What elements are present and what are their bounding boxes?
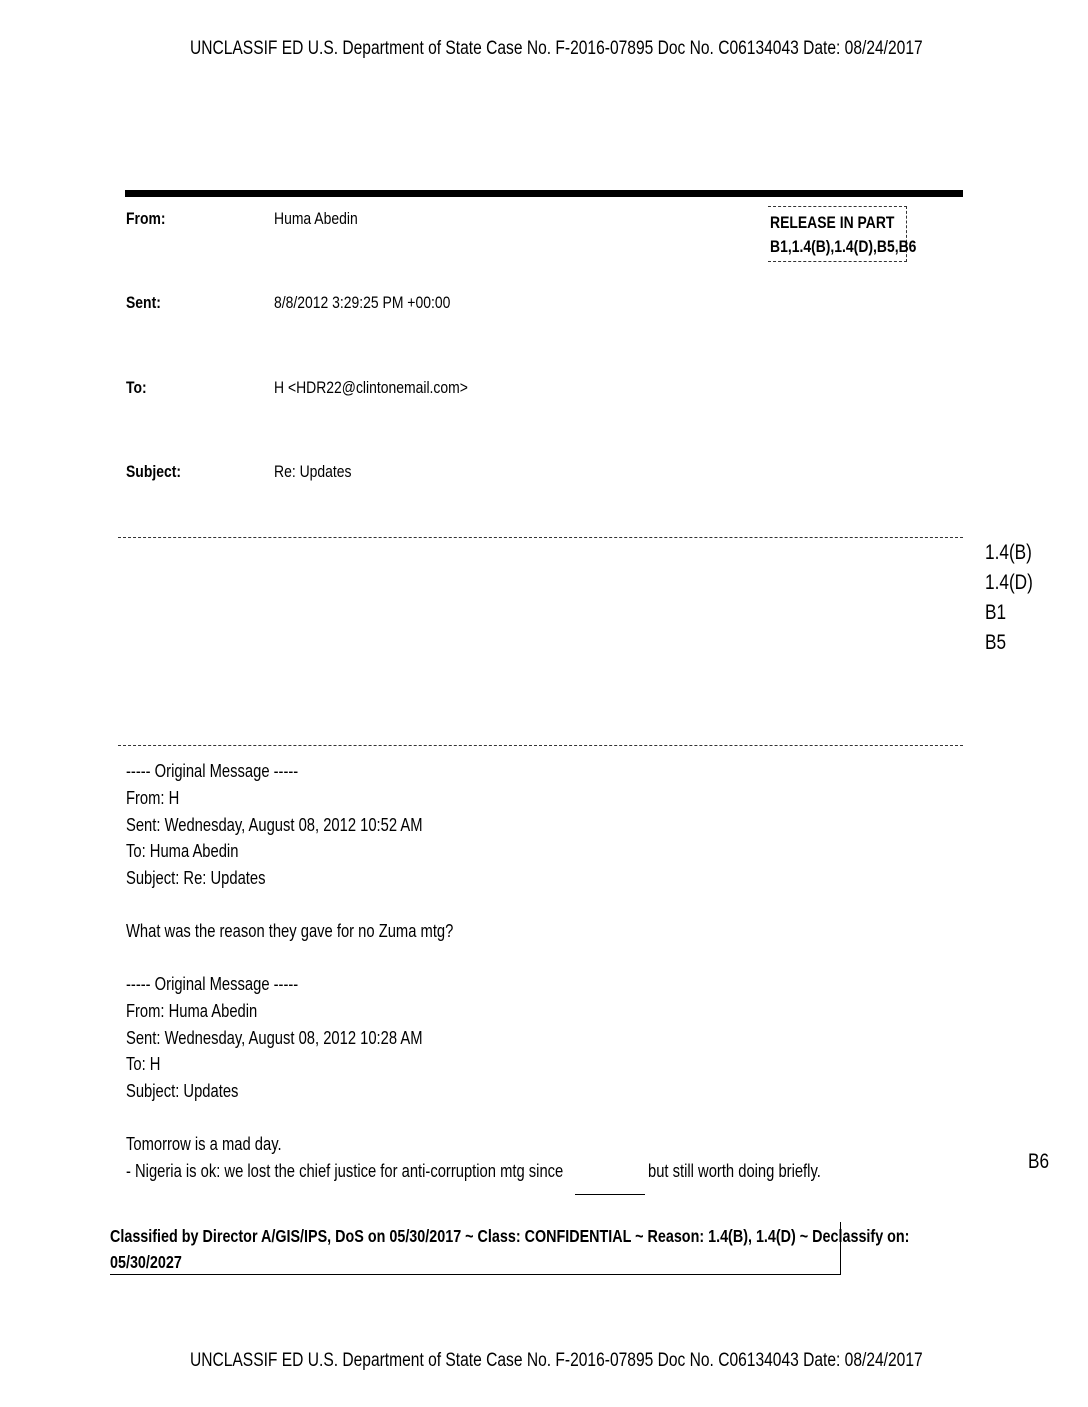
body-line: To: H [126, 1054, 161, 1074]
body-line: ----- Original Message ----- [126, 974, 299, 994]
redaction-bottom-border [118, 745, 963, 746]
to-label: To: [126, 378, 147, 397]
body-line: ----- Original Message ----- [126, 761, 299, 781]
redaction-top-border [118, 537, 963, 538]
redaction-underline [575, 1194, 645, 1195]
body-line: Sent: Wednesday, August 08, 2012 10:52 AM [126, 815, 423, 835]
subject-value: Re: Updates [274, 462, 352, 481]
footer-banner: UNCLASSIF ED U.S. Department of State Case No. F-2016-07895 Doc No. C06134043 Date: 08/24/2017 [190, 1350, 923, 1371]
stamp-line2: B1,1.4(B),1.4(D),B5,B6 [770, 237, 917, 256]
body-line: Subject: Re: Updates [126, 868, 266, 888]
header-banner: UNCLASSIF ED U.S. Department of State Case No. F-2016-07895 Doc No. C06134043 Date: 08/24/2017 [190, 38, 923, 59]
sent-label: Sent: [126, 293, 161, 312]
body-line: Tomorrow is a mad day. [126, 1134, 282, 1154]
body-line: From: Huma Abedin [126, 1001, 258, 1021]
body-line: To: Huma Abedin [126, 841, 239, 861]
body-line: Sent: Wednesday, August 08, 2012 10:28 AM [126, 1028, 423, 1048]
top-rule [125, 190, 963, 197]
body-line: What was the reason they gave for no Zuma mtg? [126, 921, 454, 941]
release-stamp [768, 206, 917, 262]
classification-line1: Classified by Director A/GIS/IPS, DoS on 05/30/2017 ~ Class: CONFIDENTIAL ~ Reason: 1.4(B), 1.4(D) ~ Declassify on: [110, 1226, 910, 1246]
body-line: Subject: Updates [126, 1081, 239, 1101]
from-value: Huma Abedin [274, 209, 358, 228]
b6-code: B6 [1028, 1150, 1050, 1173]
body-line-after-redaction: but still worth doing briefly. [648, 1161, 821, 1181]
sent-value: 8/8/2012 3:29:25 PM +00:00 [274, 293, 451, 312]
body-line-before-redaction: - Nigeria is ok: we lost the chief justice for anti-corruption mtg since [126, 1161, 564, 1181]
redaction-code: 1.4(D) [985, 571, 1033, 594]
redaction-code: B1 [985, 601, 1007, 624]
subject-label: Subject: [126, 462, 181, 481]
stamp-line1: RELEASE IN PART [770, 213, 895, 232]
redaction-code: B5 [985, 631, 1007, 654]
to-value: H <HDR22@clintonemail.com> [274, 378, 468, 397]
classification-line2: 05/30/2027 [110, 1252, 182, 1272]
classification-bottom-border [110, 1274, 841, 1275]
from-label: From: [126, 209, 166, 228]
redaction-code: 1.4(B) [985, 541, 1032, 564]
body-line: From: H [126, 788, 180, 808]
